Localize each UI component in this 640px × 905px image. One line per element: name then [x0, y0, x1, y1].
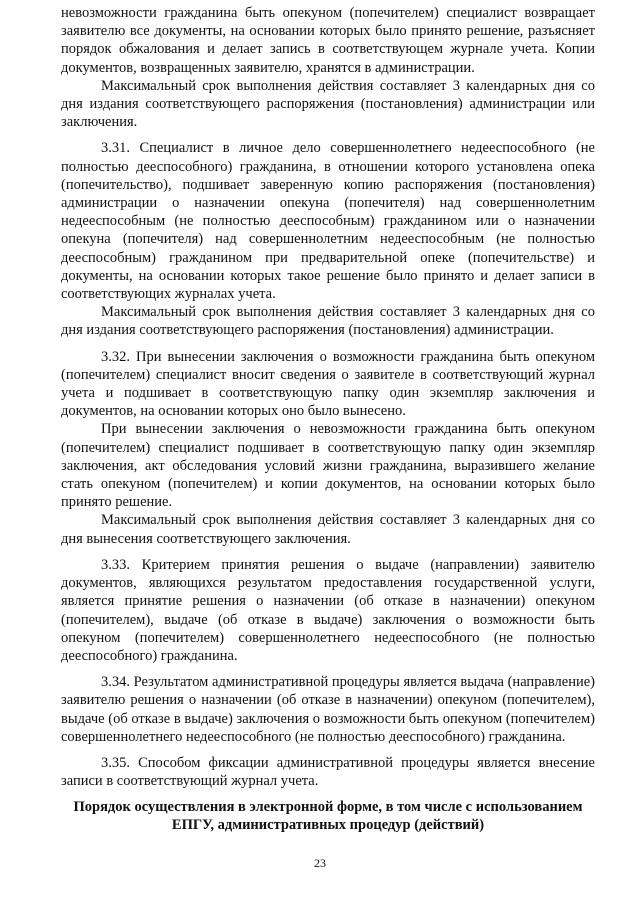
paragraph-3-31: 3.31. Специалист в личное дело совершеннолетнего недееспособного (не полностью дееспособного) гражданина, в отношении которого установлена опека (попечительство), подшивает заверенную копию распоряжения (постановления) администрации о назначении опекуна (попечителя) над совершеннолетним недееспособным (не полностью дееспособным) гражданином или о назначении опекуна (попечителя) над совершеннолетним недееспособным (не полностью дееспособным) гражданином при предварительной опеке (попечительстве) и документы, на основании которых такое решение было принято и делает записи в соответствующих журналах учета.	[61, 140, 595, 303]
document-page	[61, 4, 595, 834]
paragraph-3-32: 3.32. При вынесении заключения о возможности гражданина быть опекуном (попечителем) специалист вносит сведения о заявителе в соответствующий журнал учета и подшивает в соответствующую папку один экземпляр заключения и документов, на основании которых оно было вынесено.	[61, 348, 595, 420]
paragraph-deadline-3: Максимальный срок выполнения действия составляет 3 календарных дня со дня вынесения соответствующего заключения.	[61, 512, 595, 547]
section-heading: Порядок осуществления в электронной форме, в том числе с использованием ЕПГУ, административных процедур (действий)	[73, 799, 583, 834]
paragraph-3-34: 3.34. Результатом административной процедуры является выдача (направление) заявителю решения о назначении (об отказе в назначении) опекуном (попечителем), выдаче (об отказе в выдаче) заключения о возможности быть опекуном (попечителем) совершеннолетнего недееспособного (не полностью дееспособного) гражданина.	[61, 674, 595, 745]
paragraph-3-35: 3.35. Способом фиксации административной процедуры является внесение записи в соответствующий журнал учета.	[61, 754, 595, 790]
paragraph-continuation: невозможности гражданина быть опекуном (попечителем) специалист возвращает заявителю все документы, на основании которых было принято решение, разъясняет порядок обжалования и делает запись в соответствующем журнале учета. Копии документов, возвращенных заявителю, хранятся в администрации.	[61, 5, 595, 76]
paragraph-3-32-negative: При вынесении заключения о невозможности гражданина быть опекуном (попечителем) специалист подшивает в соответствующую папку один экземпляр заключения, акт обследования условий жизни гражданина, выразившего желание стать опекуном (попечителем) и копии документов, на основании которых было принято решение.	[61, 421, 595, 511]
paragraph-deadline-2: Максимальный срок выполнения действия составляет 3 календарных дня со дня издания соответствующего распоряжения (постановления) администрации.	[61, 304, 595, 339]
paragraph-deadline-1: Максимальный срок выполнения действия составляет 3 календарных дня со дня издания соответствующего распоряжения (постановления) администрации или заключения.	[61, 77, 595, 131]
paragraph-3-33: 3.33. Критерием принятия решения о выдаче (направлении) заявителю документов, являющихся результатом предоставления государственной услуги, является принятие решения о назначении (об отказе в назначении) опекуном (попечителем), выдаче (об отказе в выдаче) заключения о возможности быть опекуном (попечителем) совершеннолетнего недееспособного (не полностью дееспособного) гражданина.	[61, 556, 595, 664]
page-number: 23	[314, 856, 326, 870]
